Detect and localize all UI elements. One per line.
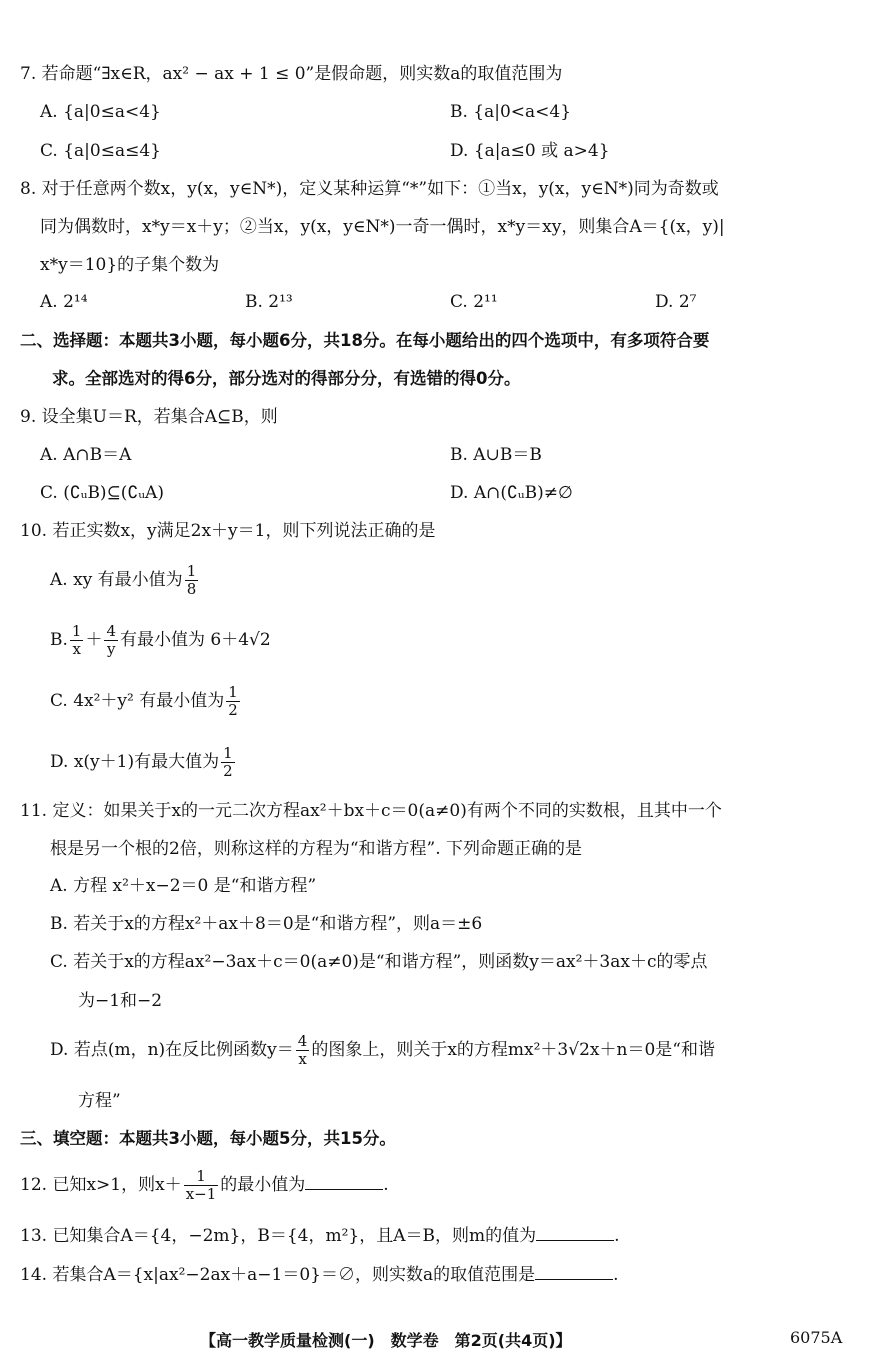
q7-stem: 7. 若命题“∃x∈R，ax² − ax + 1 ≤ 0”是假命题，则实数a的取值范围为 <box>20 64 563 84</box>
numerator: 1 <box>71 622 82 640</box>
q9-option-d: D. A∩(∁ᵤB)≠∅ <box>450 483 573 503</box>
q8-option-d: D. 2⁷ <box>655 292 697 312</box>
denominator: 2 <box>228 701 238 719</box>
q8-option-b: B. 2¹³ <box>245 292 293 312</box>
fraction <box>221 745 235 780</box>
numerator: 1 <box>186 562 197 580</box>
q10-option-b-label: B. <box>50 630 68 650</box>
denominator: x−1 <box>185 1185 217 1203</box>
paper-code: 6075A <box>790 1328 843 1347</box>
q11-option-d-cont: 方程” <box>78 1091 121 1111</box>
q8-option-c: C. 2¹¹ <box>450 292 498 312</box>
fraction <box>104 623 118 658</box>
q11-option-b: B. 若关于x的方程x²＋ax＋8＝0是“和谐方程”，则a＝±6 <box>50 914 483 934</box>
q7-option-a: A. {a|0≤a<4} <box>40 102 161 122</box>
q7-option-d: D. {a|a≤0 或 a>4} <box>450 141 610 161</box>
period: . <box>383 1175 389 1195</box>
q9-stem: 9. 设全集U＝R，若集合A⊆B，则 <box>20 407 278 427</box>
numerator: 4 <box>106 622 116 640</box>
q11-option-d <box>50 1032 715 1068</box>
answer-blank[interactable] <box>535 1263 613 1280</box>
numerator: 1 <box>223 744 233 762</box>
numerator: 4 <box>297 1032 308 1050</box>
q10-stem: 10. 若正实数x，y满足2x＋y＝1，则下列说法正确的是 <box>20 521 436 541</box>
q12 <box>20 1167 389 1203</box>
denominator: x <box>72 640 81 658</box>
section-3-heading: 三、填空题：本题共3小题，每小题5分，共15分。 <box>20 1129 396 1148</box>
q11-option-c: C. 若关于x的方程ax²−3ax＋c＝0(a≠0)是“和谐方程”，则函数y＝ax²＋3ax＋c的零点 <box>50 952 708 972</box>
page-footer: 【高一教学质量检测(一) 数学卷 第2页(共4页)】 <box>200 1331 572 1350</box>
q11-option-d-text: D. 若点(m，n)在反比例函数y＝ <box>50 1040 294 1060</box>
q14 <box>20 1263 619 1287</box>
q13 <box>20 1224 620 1248</box>
q10-option-b <box>50 622 271 658</box>
q10-option-b-text: 有最小值为 6＋4√2 <box>120 630 271 650</box>
denominator: x <box>298 1050 307 1068</box>
q10-option-d <box>50 744 237 780</box>
q9-option-a: A. A∩B＝A <box>40 445 132 465</box>
section-2-heading: 二、选择题：本题共3小题，每小题6分，共18分。在每小题给出的四个选项中，有多项符合要 <box>20 331 710 350</box>
denominator: 8 <box>186 580 197 598</box>
fraction <box>184 1168 219 1203</box>
q8-line2: 同为偶数时，x*y＝x＋y；②当x，y(x，y∈N*)一奇一偶时，x*y＝xy，则集合A＝{(x，y)| <box>40 217 725 237</box>
q8-option-a: A. 2¹⁴ <box>40 292 88 312</box>
plus-sign: ＋ <box>85 630 103 650</box>
q7-option-b: B. {a|0<a<4} <box>450 102 572 122</box>
numerator: 1 <box>184 1168 219 1186</box>
numerator: 1 <box>228 683 238 701</box>
q12-text: 12. 已知x>1，则x＋ <box>20 1175 182 1195</box>
fraction <box>185 563 199 598</box>
denominator: y <box>106 640 116 658</box>
q13-text: 13. 已知集合A＝{4，−2m}，B＝{4，m²}，且A＝B，则m的值为 <box>20 1226 537 1246</box>
period: . <box>614 1226 620 1246</box>
q8-line3: x*y＝10}的子集个数为 <box>40 255 220 275</box>
q11-line1: 11. 定义：如果关于x的一元二次方程ax²＋bx＋c＝0(a≠0)有两个不同的实数根，且其中一个 <box>20 801 722 821</box>
q11-option-a: A. 方程 x²＋x−2＝0 是“和谐方程” <box>50 876 317 896</box>
answer-blank[interactable] <box>536 1224 614 1241</box>
answer-blank[interactable] <box>305 1173 383 1190</box>
section-2-heading-cont: 求。全部选对的得6分，部分选对的得部分分，有选错的得0分。 <box>52 369 521 388</box>
denominator: 2 <box>223 762 233 780</box>
q11-option-d-text-tail: 的图象上，则关于x的方程mx²＋3√2x＋n＝0是“和谐 <box>311 1040 715 1060</box>
q11-line2: 根是另一个根的2倍，则称这样的方程为“和谐方程”. 下列命题正确的是 <box>50 839 583 859</box>
fraction <box>226 684 240 719</box>
q10-option-c-text: C. 4x²＋y² 有最小值为 <box>50 691 225 711</box>
q14-text: 14. 若集合A＝{x|ax²−2ax＋a−1＝0}＝∅，则实数a的取值范围是 <box>20 1265 536 1285</box>
period: . <box>613 1265 619 1285</box>
q10-option-c <box>50 683 242 719</box>
q10-option-a-text: A. xy 有最小值为 <box>50 570 183 590</box>
q10-option-d-text: D. x(y＋1)有最大值为 <box>50 752 220 772</box>
fraction <box>296 1033 310 1068</box>
q7-option-c: C. {a|0≤a≤4} <box>40 141 161 161</box>
q8-line1: 8. 对于任意两个数x，y(x，y∈N*)，定义某种运算“*”如下：①当x，y(x，y∈N*)同为奇数或 <box>20 179 719 199</box>
q9-option-b: B. A∪B＝B <box>450 445 542 465</box>
q12-text-tail: 的最小值为 <box>220 1175 306 1195</box>
q10-option-a <box>50 562 200 598</box>
q9-option-c: C. (∁ᵤB)⊆(∁ᵤA) <box>40 483 164 503</box>
q11-option-c-cont: 为−1和−2 <box>78 991 163 1011</box>
fraction <box>70 623 84 658</box>
